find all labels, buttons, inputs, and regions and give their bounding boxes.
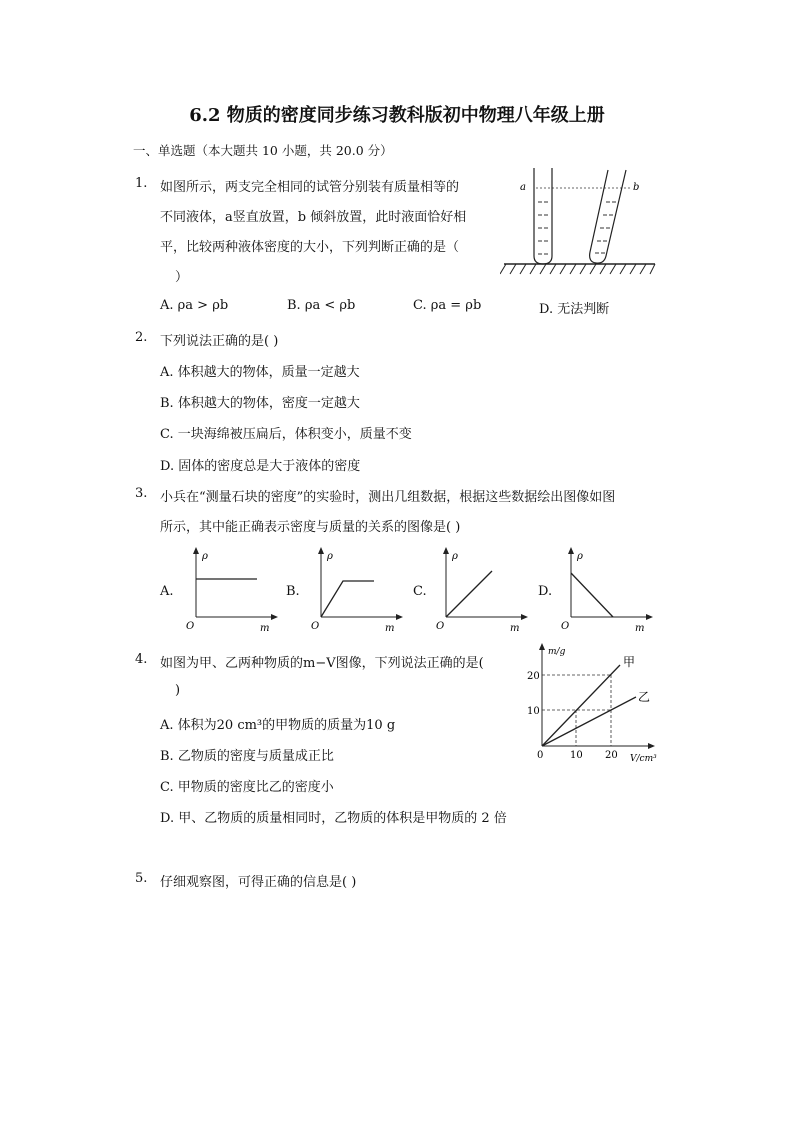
graph-d-x-label: m	[635, 623, 645, 634]
q1-line: 不同液体，a竖直放置，b 倾斜放置，此时液面恰好相	[160, 210, 467, 225]
q5-stem: 仔细观察图，可得正确的信息是( )	[160, 875, 357, 890]
q3-number: 3.	[135, 486, 148, 501]
graph-d	[557, 545, 657, 635]
q1-line: ）	[175, 270, 189, 285]
graph-a-origin: O	[186, 621, 195, 632]
q2-option-c[interactable]: C. 一块海绵被压扁后，体积变小，质量不变	[160, 427, 412, 442]
chart-origin: 0	[537, 750, 544, 761]
q1-option-c[interactable]: C. ρa = ρb	[413, 298, 482, 313]
q3-option-a[interactable]: A.	[160, 584, 174, 599]
q1-option-b[interactable]: B. ρa < ρb	[287, 298, 356, 313]
graph-c-origin: O	[436, 621, 445, 632]
q4-line: 如图为甲、乙两种物质的m−V图像，下列说法正确的是(	[160, 656, 484, 671]
q1-option-d[interactable]: D. 无法判断	[539, 302, 610, 317]
graph-b-x-label: m	[385, 623, 395, 634]
q4-option-a[interactable]: A. 体积为20 cm³的甲物质的质量为10 g	[160, 718, 396, 733]
graph-c-x-label: m	[510, 623, 520, 634]
graph-b-y-label: ρ	[327, 551, 333, 562]
q4-option-c[interactable]: C. 甲物质的密度比乙的密度小	[160, 780, 334, 795]
q3-option-d[interactable]: D.	[538, 584, 553, 599]
q3-line: 小兵在“测量石块的密度”的实验时，测出几组数据，根据这些数据绘出图像如图	[160, 490, 616, 505]
chart-x-tick: 20	[605, 750, 618, 761]
series-jia-line	[542, 665, 620, 746]
graph-a-y-label: ρ	[202, 551, 208, 562]
series-jia-label: 甲	[623, 655, 636, 669]
series-yi-label: 乙	[638, 690, 651, 704]
q3-option-b[interactable]: B.	[286, 584, 300, 599]
q5-number: 5.	[135, 871, 148, 886]
graph-a	[182, 545, 282, 635]
chart-x-label: V/cm³	[630, 754, 657, 764]
q2-option-b[interactable]: B. 体积越大的物体，密度一定越大	[160, 396, 360, 411]
chart-y-label: m/g	[548, 647, 566, 657]
q4-option-d[interactable]: D. 甲、乙物质的质量相同时，乙物质的体积是甲物质的 2 倍	[160, 811, 507, 826]
graph-c-y-label: ρ	[452, 551, 458, 562]
test-tubes-figure	[500, 160, 660, 280]
q2-number: 2.	[135, 330, 148, 345]
graph-b	[307, 545, 407, 635]
graph-b-origin: O	[311, 621, 320, 632]
page-title: 6.2 物质的密度同步练习教科版初中物理八年级上册	[189, 105, 605, 126]
q2-option-a[interactable]: A. 体积越大的物体，质量一定越大	[160, 365, 360, 380]
graph-c	[432, 545, 532, 635]
m-v-chart	[520, 640, 665, 768]
q1-line: 平，比较两种液体密度的大小，下列判断正确的是（	[160, 240, 460, 255]
q1-option-a[interactable]: A. ρa > ρb	[160, 298, 229, 313]
q2-stem: 下列说法正确的是( )	[160, 334, 279, 349]
series-yi-line	[542, 697, 636, 746]
q1-line: 如图所示，两支完全相同的试管分别装有质量相等的	[160, 180, 460, 195]
q1-number: 1.	[135, 176, 148, 191]
tube-a-label: a	[520, 182, 526, 193]
q4-line: )	[175, 683, 181, 698]
section-heading: 一、单选题（本大题共 10 小题，共 20.0 分）	[133, 143, 393, 158]
tube-b-label: b	[633, 182, 640, 193]
q4-option-b[interactable]: B. 乙物质的密度与质量成正比	[160, 749, 334, 764]
graph-d-y-label: ρ	[577, 551, 583, 562]
graph-a-x-label: m	[260, 623, 270, 634]
chart-y-tick: 20	[527, 671, 540, 682]
chart-x-tick: 10	[570, 750, 583, 761]
chart-y-tick: 10	[527, 706, 540, 717]
q4-number: 4.	[135, 652, 148, 667]
graph-d-origin: O	[561, 621, 570, 632]
q3-line: 所示，其中能正确表示密度与质量的关系的图像是( )	[160, 520, 461, 535]
q2-option-d[interactable]: D. 固体的密度总是大于液体的密度	[160, 459, 361, 474]
q3-option-c[interactable]: C.	[413, 584, 427, 599]
